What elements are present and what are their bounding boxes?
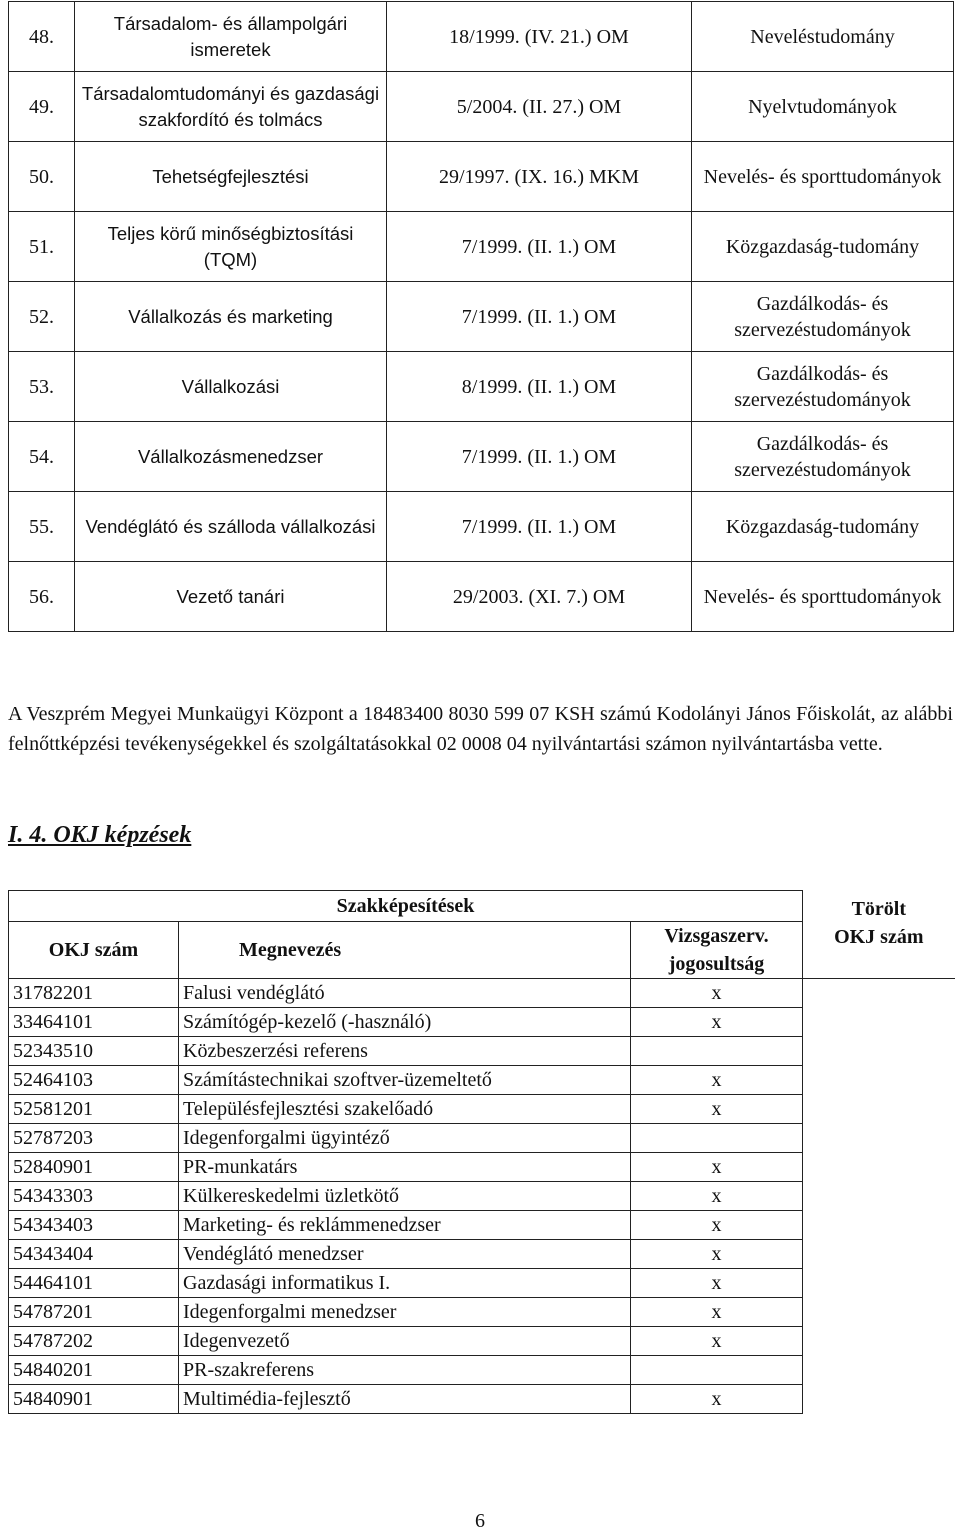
program-row bbox=[9, 352, 954, 422]
exam-header-line1: Vizsgaszerv. bbox=[664, 925, 769, 947]
okj-name: Falusi vendéglátó bbox=[179, 979, 631, 1008]
program-field: Gazdálkodás- és szervezéstudományok bbox=[692, 282, 954, 352]
section-heading: I. 4. OKJ képzések bbox=[8, 822, 192, 848]
program-decree: 7/1999. (II. 1.) OM bbox=[387, 422, 692, 492]
program-field: Nevelés- és sporttudományok bbox=[692, 142, 954, 212]
okj-deleted-cell bbox=[803, 1211, 955, 1240]
program-row bbox=[9, 422, 954, 492]
okj-deleted-cell bbox=[803, 1269, 955, 1298]
programs-table bbox=[8, 1, 954, 632]
okj-deleted-cell bbox=[803, 1095, 955, 1124]
program-decree: 7/1999. (II. 1.) OM bbox=[387, 282, 692, 352]
okj-code: 54343303 bbox=[9, 1182, 179, 1211]
okj-exam-mark: x bbox=[631, 1327, 803, 1356]
okj-row bbox=[9, 1385, 955, 1414]
okj-row bbox=[9, 1182, 955, 1211]
okj-name: Marketing- és reklámmenedzser bbox=[179, 1211, 631, 1240]
okj-row bbox=[9, 979, 955, 1008]
okj-code: 52581201 bbox=[9, 1095, 179, 1124]
program-decree: 8/1999. (II. 1.) OM bbox=[387, 352, 692, 422]
program-number: 48. bbox=[9, 2, 75, 72]
okj-name: Gazdasági informatikus I. bbox=[179, 1269, 631, 1298]
okj-code: 54343403 bbox=[9, 1211, 179, 1240]
okj-code: 52464103 bbox=[9, 1066, 179, 1095]
program-number: 50. bbox=[9, 142, 75, 212]
okj-row bbox=[9, 1327, 955, 1356]
okj-row bbox=[9, 1298, 955, 1327]
program-field: Nyelvtudományok bbox=[692, 72, 954, 142]
okj-exam-mark: x bbox=[631, 1008, 803, 1037]
programs-table-body bbox=[9, 2, 954, 632]
okj-deleted-cell bbox=[803, 1124, 955, 1153]
program-number: 56. bbox=[9, 562, 75, 632]
exam-header-line2: jogosultság bbox=[668, 953, 765, 975]
okj-code: 54343404 bbox=[9, 1240, 179, 1269]
okj-name: PR-munkatárs bbox=[179, 1153, 631, 1182]
okj-code: 54840201 bbox=[9, 1356, 179, 1385]
program-decree: 18/1999. (IV. 21.) OM bbox=[387, 2, 692, 72]
okj-exam-mark: x bbox=[631, 1066, 803, 1095]
okj-name: Számítástechnikai szoftver-üzemeltető bbox=[179, 1066, 631, 1095]
program-row bbox=[9, 492, 954, 562]
program-row bbox=[9, 212, 954, 282]
okj-deleted-cell bbox=[803, 1182, 955, 1211]
program-row bbox=[9, 562, 954, 632]
program-number: 51. bbox=[9, 212, 75, 282]
program-decree: 7/1999. (II. 1.) OM bbox=[387, 492, 692, 562]
okj-exam-mark bbox=[631, 1124, 803, 1153]
okj-deleted-cell bbox=[803, 1066, 955, 1095]
program-row bbox=[9, 72, 954, 142]
okj-name: Számítógép-kezelő (-használó) bbox=[179, 1008, 631, 1037]
okj-exam-mark: x bbox=[631, 1211, 803, 1240]
okj-exam-mark: x bbox=[631, 1182, 803, 1211]
program-row bbox=[9, 142, 954, 212]
program-decree: 5/2004. (II. 27.) OM bbox=[387, 72, 692, 142]
program-name: Társadalomtudományi és gazdasági szakfordító és tolmács bbox=[75, 72, 387, 142]
page-number: 6 bbox=[475, 1510, 485, 1532]
okj-code: 54787202 bbox=[9, 1327, 179, 1356]
okj-deleted-cell bbox=[803, 1037, 955, 1066]
okj-name: Településfejlesztési szakelőadó bbox=[179, 1095, 631, 1124]
program-decree: 29/2003. (XI. 7.) OM bbox=[387, 562, 692, 632]
okj-name: PR-szakreferens bbox=[179, 1356, 631, 1385]
program-field: Nevelés- és sporttudományok bbox=[692, 562, 954, 632]
okj-name: Külkereskedelmi üzletkötő bbox=[179, 1182, 631, 1211]
okj-table-body bbox=[9, 979, 955, 1414]
okj-deleted-cell bbox=[803, 1008, 955, 1037]
okj-row bbox=[9, 1037, 955, 1066]
program-decree: 7/1999. (II. 1.) OM bbox=[387, 212, 692, 282]
okj-code: 31782201 bbox=[9, 979, 179, 1008]
program-number: 52. bbox=[9, 282, 75, 352]
okj-row bbox=[9, 1095, 955, 1124]
program-decree: 29/1997. (IX. 16.) MKM bbox=[387, 142, 692, 212]
okj-deleted-cell bbox=[803, 979, 955, 1008]
deleted-okj-header-line1: Törölt bbox=[851, 897, 906, 920]
program-number: 49. bbox=[9, 72, 75, 142]
program-field: Neveléstudomány bbox=[692, 2, 954, 72]
okj-exam-mark bbox=[631, 1356, 803, 1385]
program-name: Társadalom- és állampolgári ismeretek bbox=[75, 2, 387, 72]
okj-name: Idegenforgalmi ügyintéző bbox=[179, 1124, 631, 1153]
okj-code: 52840901 bbox=[9, 1153, 179, 1182]
okj-row bbox=[9, 1124, 955, 1153]
program-name: Vezető tanári bbox=[75, 562, 387, 632]
okj-code: 54787201 bbox=[9, 1298, 179, 1327]
okj-exam-mark: x bbox=[631, 1095, 803, 1124]
registration-paragraph: A Veszprém Megyei Munkaügyi Központ a 18483400 8030 599 07 KSH számú Kodolányi János Főiskolát, az alábbi felnőttképzési tevékenységekkel és szolgáltatásokkal 02 0008 04 nyilvántartási számon nyilvántartásba vette. bbox=[8, 703, 953, 755]
okj-code: 33464101 bbox=[9, 1008, 179, 1037]
okj-deleted-cell bbox=[803, 1240, 955, 1269]
program-number: 54. bbox=[9, 422, 75, 492]
okj-exam-mark: x bbox=[631, 979, 803, 1008]
okj-name: Közbeszerzési referens bbox=[179, 1037, 631, 1066]
okj-deleted-cell bbox=[803, 1298, 955, 1327]
okj-row bbox=[9, 1066, 955, 1095]
okj-name: Idegenvezető bbox=[179, 1327, 631, 1356]
program-row bbox=[9, 282, 954, 352]
program-name: Vendéglátó és szálloda vállalkozási bbox=[75, 492, 387, 562]
okj-code-header: OKJ szám bbox=[9, 922, 179, 979]
program-row bbox=[9, 2, 954, 72]
okj-exam-mark: x bbox=[631, 1298, 803, 1327]
name-header: Megnevezés bbox=[179, 922, 631, 979]
okj-name: Vendéglátó menedzser bbox=[179, 1240, 631, 1269]
exam-header bbox=[631, 922, 803, 979]
okj-deleted-cell bbox=[803, 1356, 955, 1385]
program-field: Gazdálkodás- és szervezéstudományok bbox=[692, 422, 954, 492]
program-name: Vállalkozásmenedzser bbox=[75, 422, 387, 492]
okj-row bbox=[9, 1240, 955, 1269]
okj-code: 54464101 bbox=[9, 1269, 179, 1298]
group-header: Szakképesítések bbox=[9, 891, 803, 922]
okj-exam-mark: x bbox=[631, 1240, 803, 1269]
okj-code: 52343510 bbox=[9, 1037, 179, 1066]
program-name: Teljes körű minőségbiztosítási (TQM) bbox=[75, 212, 387, 282]
program-field: Közgazdaság-tudomány bbox=[692, 212, 954, 282]
okj-deleted-cell bbox=[803, 1385, 955, 1414]
program-name: Vállalkozási bbox=[75, 352, 387, 422]
okj-deleted-cell bbox=[803, 1153, 955, 1182]
okj-row bbox=[9, 1269, 955, 1298]
deleted-okj-header bbox=[803, 891, 955, 979]
okj-row bbox=[9, 1356, 955, 1385]
okj-exam-mark: x bbox=[631, 1269, 803, 1298]
okj-code: 54840901 bbox=[9, 1385, 179, 1414]
okj-code: 52787203 bbox=[9, 1124, 179, 1153]
deleted-okj-header-line2: OKJ szám bbox=[834, 925, 924, 948]
program-name: Tehetségfejlesztési bbox=[75, 142, 387, 212]
okj-row bbox=[9, 1008, 955, 1037]
okj-name: Multimédia-fejlesztő bbox=[179, 1385, 631, 1414]
program-field: Közgazdaság-tudomány bbox=[692, 492, 954, 562]
program-number: 53. bbox=[9, 352, 75, 422]
okj-row bbox=[9, 1211, 955, 1240]
okj-exam-mark bbox=[631, 1037, 803, 1066]
okj-exam-mark: x bbox=[631, 1153, 803, 1182]
program-field: Gazdálkodás- és szervezéstudományok bbox=[692, 352, 954, 422]
okj-deleted-cell bbox=[803, 1327, 955, 1356]
okj-row bbox=[9, 1153, 955, 1182]
okj-name: Idegenforgalmi menedzser bbox=[179, 1298, 631, 1327]
okj-exam-mark: x bbox=[631, 1385, 803, 1414]
okj-table bbox=[8, 890, 955, 1414]
program-name: Vállalkozás és marketing bbox=[75, 282, 387, 352]
program-number: 55. bbox=[9, 492, 75, 562]
